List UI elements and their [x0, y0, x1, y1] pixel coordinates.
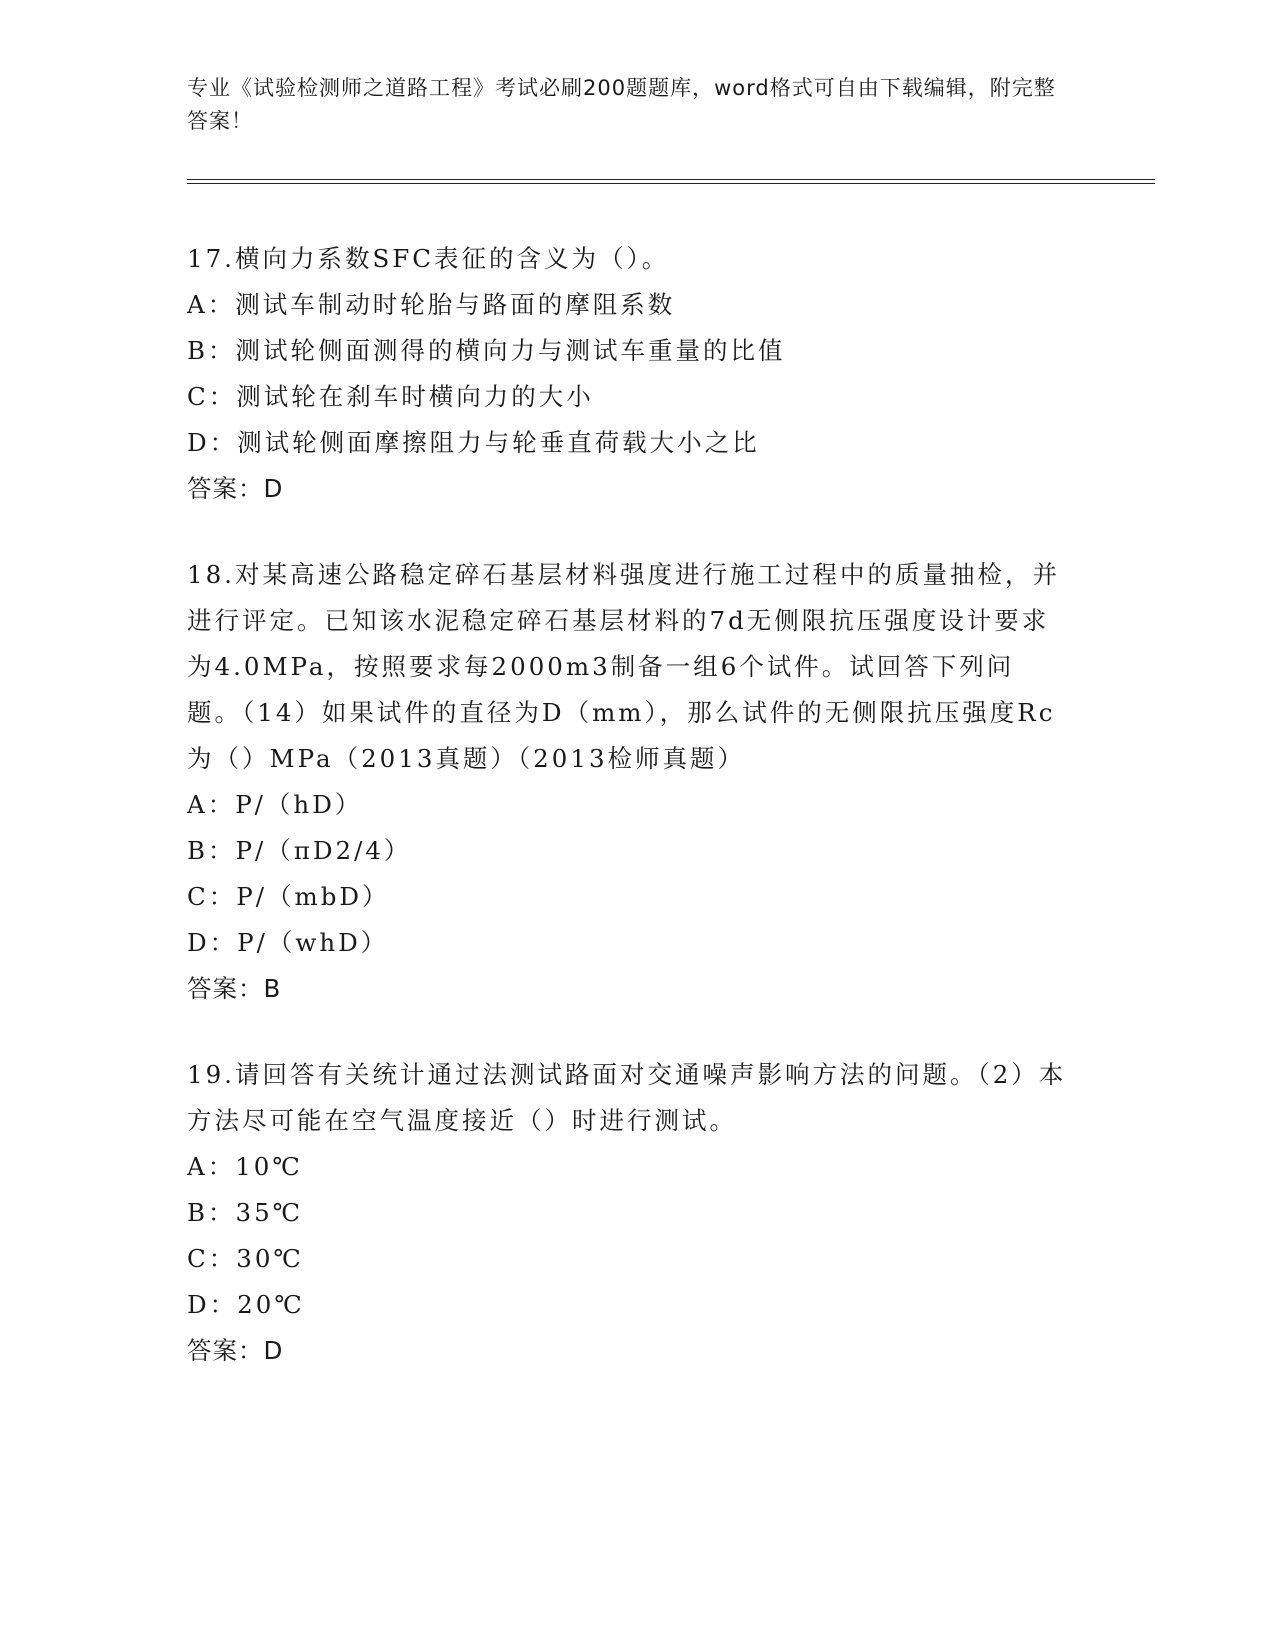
option-d: D：测试轮侧面摩擦阻力与轮垂直荷载大小之比 [187, 428, 760, 457]
option-c: C：测试轮在刹车时横向力的大小 [187, 382, 594, 411]
option-a: A：10℃ [187, 1152, 303, 1181]
question-text: 18.对某高速公路稳定碎石基层材料强度进行施工过程中的质量抽检，并进行评定。已知该水泥稳定碎石基层材料的7d无侧限抗压强度设计要求为4.0MPa，按照要求每2000m3制备一组6个试件。试回答下列问题。（14）如果试件的直径为D（mm），那么试件的无侧限抗压强度Rc为（）MPa（2013真题）（2013检师真题） [187, 560, 1060, 773]
option-c: C：30℃ [187, 1244, 304, 1273]
question-text: 19.请回答有关统计通过法测试路面对交通噪声影响方法的问题。（2）本方法尽可能在空气温度接近（）时进行测试。 [187, 1060, 1067, 1135]
question-18 [187, 552, 1087, 1012]
option-d: D：P/（whD） [187, 928, 389, 957]
option-c: C：P/（mbD） [187, 882, 390, 911]
option-d: D：20℃ [187, 1290, 305, 1319]
option-b: B：测试轮侧面测得的横向力与测试车重量的比值 [187, 336, 786, 365]
header-divider [187, 179, 1155, 184]
question-text: 17.横向力系数SFC表征的含义为（）。 [187, 244, 670, 273]
document-header [187, 72, 1067, 138]
option-b: B：35℃ [187, 1198, 304, 1227]
option-b: B：P/（πD2/4） [187, 836, 412, 865]
question-list [187, 236, 1087, 1414]
answer: 答案：D [187, 474, 284, 503]
answer: 答案：D [187, 1336, 284, 1365]
option-a: A：P/（hD） [187, 790, 363, 819]
option-a: A：测试车制动时轮胎与路面的摩阻系数 [187, 290, 676, 319]
question-19 [187, 1052, 1087, 1374]
answer: 答案：B [187, 974, 282, 1003]
header-text: 专业《试验检测师之道路工程》考试必刷200题题库，word格式可自由下载编辑，附完整答案！ [187, 76, 1056, 133]
question-17 [187, 236, 1087, 512]
